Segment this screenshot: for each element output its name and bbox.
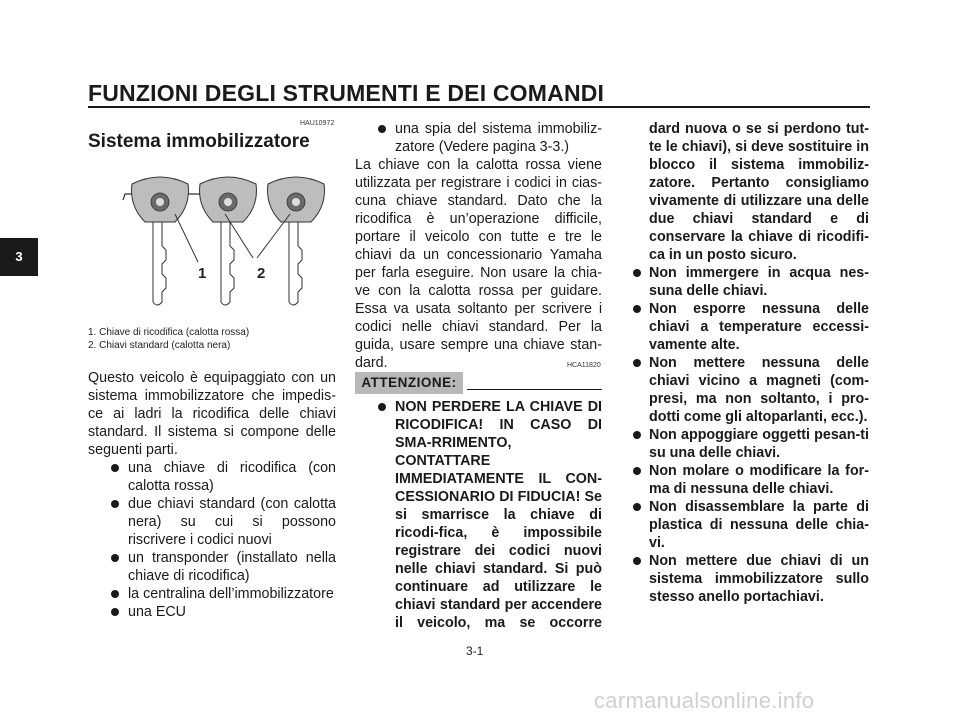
attention-item: Non immergere in acqua nes-suna delle chiavi. [629, 264, 869, 300]
attention-item-continued: dard nuova o se si perdono tut-te le chiavi), si deve sostituire in blocco il sistema immobiliz-zatore. Pertanto consigliamo vivamente di utilizzare una delle due chiavi standard e di conservare la chiave di ricodifi-ca in un posto sicuro. [649, 121, 869, 263]
attention-label: ATTENZIONE: [361, 375, 457, 390]
figure-caption-2: 2. Chiavi standard (calotta nera) [88, 340, 231, 351]
watermark: carmanualsonline.info [594, 688, 815, 713]
callout-2: 2 [257, 265, 266, 282]
part-item: una spia del sistema immobiliz-zatore (Vedere pagina 3-3.) [355, 120, 602, 156]
attention-item: Non molare o modificare la for-ma di nessuna delle chiavi. [629, 462, 869, 498]
body-paragraph: La chiave con la calotta rossa viene utilizzata per registrare i codici in cias-cuna chiave standard. Dato che la ricodifica è un’operazione difficile, portare il veicolo con tutte e tre le chiavi da un concessionario Yamaha per farla eseguire. Non usare la chia-ve con la calotta rossa per guidare. Essa va usata soltanto per scrivere i codici nelle chiavi standard. Per la guida, usare sempre una chiave stan-dard. [355, 157, 602, 371]
header-title: FUNZIONI DEGLI STRUMENTI E DEI COMANDI [88, 80, 605, 106]
attention-rule [467, 389, 602, 390]
standard-key-a [200, 177, 257, 305]
attention-item: NON PERDERE LA CHIAVE DI RICODIFICA! IN CASO DI SMA-RRIMENTO, CONTATTARE IMMEDIATAMENTE IL CON-CESSIONARIO DI FIDUCIA! Se si smarrisce la chiave di ricodi-fica, è impossibile registrare dei codici nuovi nelle chiavi standard. Si può continuare ad utilizzare le chiavi standard per accendere il veicolo, ma se occorre [355, 398, 602, 634]
part-item: un transponder (installato nella chiave di ricodifica) [88, 549, 336, 585]
keys-illustration [105, 172, 335, 312]
chapter-number: 3 [15, 249, 23, 264]
left-column [88, 369, 336, 621]
chapter-tab[interactable] [0, 238, 38, 276]
attention-item: Non disassemblare la parte di plastica di nessuna delle chia-vi. [629, 498, 869, 552]
attention-label-box [355, 372, 463, 394]
section-code: HAU10972 [300, 120, 335, 127]
part-item: due chiavi standard (con calotta nera) su cui si possono riscrivere i codici nuovi [88, 495, 336, 549]
intro-paragraph: Questo veicolo è equipaggiato con un sistema immobilizzatore che impedis-ce ai ladri la ricodifica delle chiavi standard. Il sistema si compone delle seguenti parti. [88, 370, 336, 458]
attention-code: HCA11820 [567, 362, 601, 369]
attention-item: Non mettere due chiavi di un sistema immobilizzatore sullo stesso anello portachiavi. [629, 552, 869, 606]
attention-item: Non mettere nessuna delle chiavi vicino a magneti (com-presi, ma non soltanto, i pro-dotti come gli altoparlanti, ecc.). [629, 354, 869, 426]
part-item: una chiave di ricodifica (con calotta rossa) [88, 459, 336, 495]
header-rule [88, 106, 870, 108]
attention-item: Non esporre nessuna delle chiavi a temperature eccessi-vamente alte. [629, 300, 869, 354]
callout-1: 1 [198, 265, 207, 282]
part-item: la centralina dell’immobilizzatore [88, 585, 336, 603]
page-number: 3-1 [466, 644, 484, 658]
standard-key-b [268, 177, 325, 305]
attention-first-item [355, 398, 602, 634]
recode-key [132, 177, 189, 305]
figure-caption-1: 1. Chiave di ricodifica (calotta rossa) [88, 327, 250, 338]
right-column [629, 120, 869, 606]
part-item: una ECU [88, 603, 336, 621]
middle-column [355, 120, 602, 372]
attention-item: Non appoggiare oggetti pesan-ti su una delle chiavi. [629, 426, 869, 462]
section-title: Sistema immobilizzatore [88, 131, 310, 152]
